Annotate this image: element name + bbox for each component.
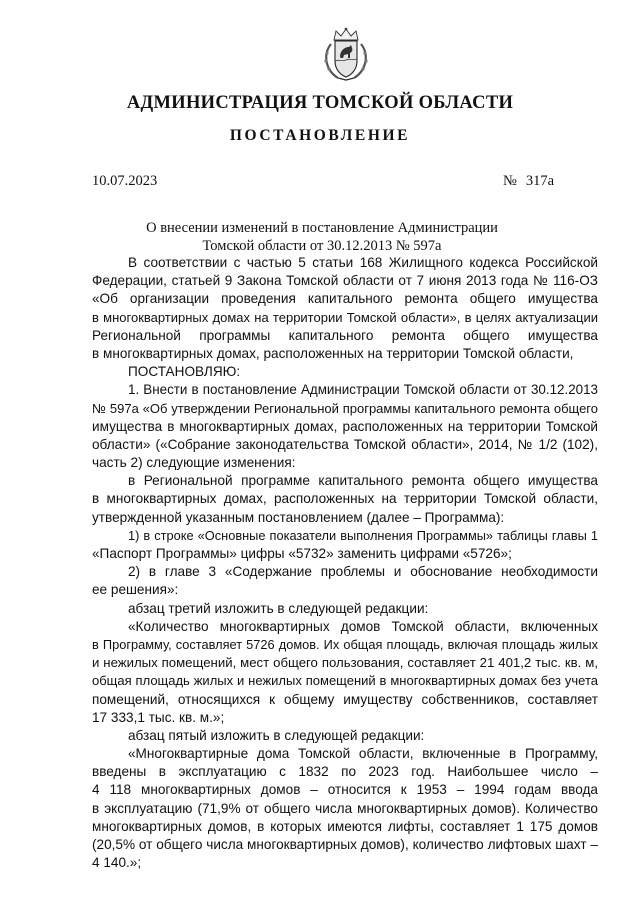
body-line: абзац пятый изложить в следующей редакции: — [128, 727, 425, 743]
body-line: «Об организации проведения капитального ремонта общего имущества — [92, 291, 598, 307]
body-line: (20,5% от общего числа многоквартирных домов), количество лифтовых шахт – — [92, 837, 598, 852]
body-line: области» («Собрание законодательства Томской области», 2014, № 1/2 (102), — [92, 436, 598, 452]
number-value: 317а — [525, 173, 554, 189]
body-line: Региональной программы капитального ремонта общего имущества — [92, 327, 598, 343]
body-line: в Программу, составляет 5726 домов. Их общая площадь, включая площадь жилых — [92, 636, 598, 652]
subject-line: Томской области от 30.12.2013 № 597а — [202, 238, 442, 254]
body-line: 2) в главе 3 «Содержание проблемы и обоснование необходимости — [128, 564, 598, 580]
body-line: № 597а «Об утверждении Региональной программы капитального ремонта общего — [92, 400, 598, 416]
body-line: Федерации, статьей 9 Закона Томской области от 7 июня 2013 года № 116-ОЗ — [92, 273, 598, 289]
document-body — [92, 254, 598, 872]
body-line: в многоквартирных домах на территории Томской области», в целях актуализации — [92, 309, 598, 325]
body-line: в Региональной программе капитального ремонта общего имущества — [128, 473, 598, 489]
body-line: ее решения»: — [92, 582, 179, 598]
body-line: утвержденной указанным постановлением (далее – Программа): — [92, 509, 505, 525]
body-line: в эксплуатацию (71,9% от общего числа многоквартирных домов). Количество — [92, 800, 598, 816]
body-line: многоквартирных домов, в которых имеются лифты, составляет 1 175 домов — [92, 818, 598, 834]
body-line: «Многоквартирные дома Томской области, включенные в Программу, — [128, 746, 598, 762]
body-line: 17 333,1 тыс. кв. м.»; — [92, 709, 225, 725]
body-line: абзац третий изложить в следующей редакции: — [128, 600, 429, 616]
body-line: часть 2) следующие изменения: — [92, 455, 296, 471]
resolution-keyword: ПОСТАНОВЛЯЮ: — [128, 364, 241, 380]
body-line: в многоквартирных домах, расположенных на территории Томской области, — [92, 491, 598, 507]
body-line: 1) в строке «Основные показатели выполнения Программы» таблицы главы 1 — [128, 527, 598, 543]
document-number — [503, 173, 554, 190]
body-line: помещений, относящихся к общему имуществу собственников, составляет — [92, 691, 598, 707]
document-date: 10.07.2023 — [92, 173, 158, 189]
body-line: 1. Внести в постановление Администрации Томской области от 30.12.2013 — [128, 382, 598, 398]
document-type: ПОСТАНОВЛЕНИЕ — [229, 127, 411, 144]
body-line: общая площадь жилых и нежилых помещений в многоквартирных домах без учета — [92, 673, 598, 689]
body-line: в многоквартирных домах, расположенных на территории Томской области, — [92, 345, 574, 361]
subject-line: О внесении изменений в постановление Администрации — [146, 220, 498, 236]
organization-title: АДМИНИСТРАЦИЯ ТОМСКОЙ ОБЛАСТИ — [126, 93, 514, 113]
tomsk-oblast-coat-of-arms-icon — [321, 26, 371, 82]
body-line: 4 118 многоквартирных домов – относится к 1953 – 1994 годам ввода — [92, 782, 598, 798]
body-line: имущества в многоквартирных домах, расположенных на территории Томской — [92, 418, 598, 434]
document-subject — [92, 219, 552, 255]
body-line: В соответствии с частью 5 статьи 168 Жилищного кодекса Российской — [128, 255, 598, 270]
body-line: 4 140.»; — [92, 855, 142, 871]
number-sign: № — [502, 173, 517, 189]
body-line: и нежилых помещений, мест общего пользования, составляет 21 401,2 тыс. кв. м, — [92, 655, 598, 671]
body-line: «Паспорт Программы» цифры «5732» заменить цифрами «5726»; — [92, 546, 512, 561]
body-line: введены в эксплуатацию с 1832 по 2023 год. Наибольшее число – — [92, 764, 598, 780]
body-line: «Количество многоквартирных домов Томской области, включенных — [128, 618, 598, 634]
